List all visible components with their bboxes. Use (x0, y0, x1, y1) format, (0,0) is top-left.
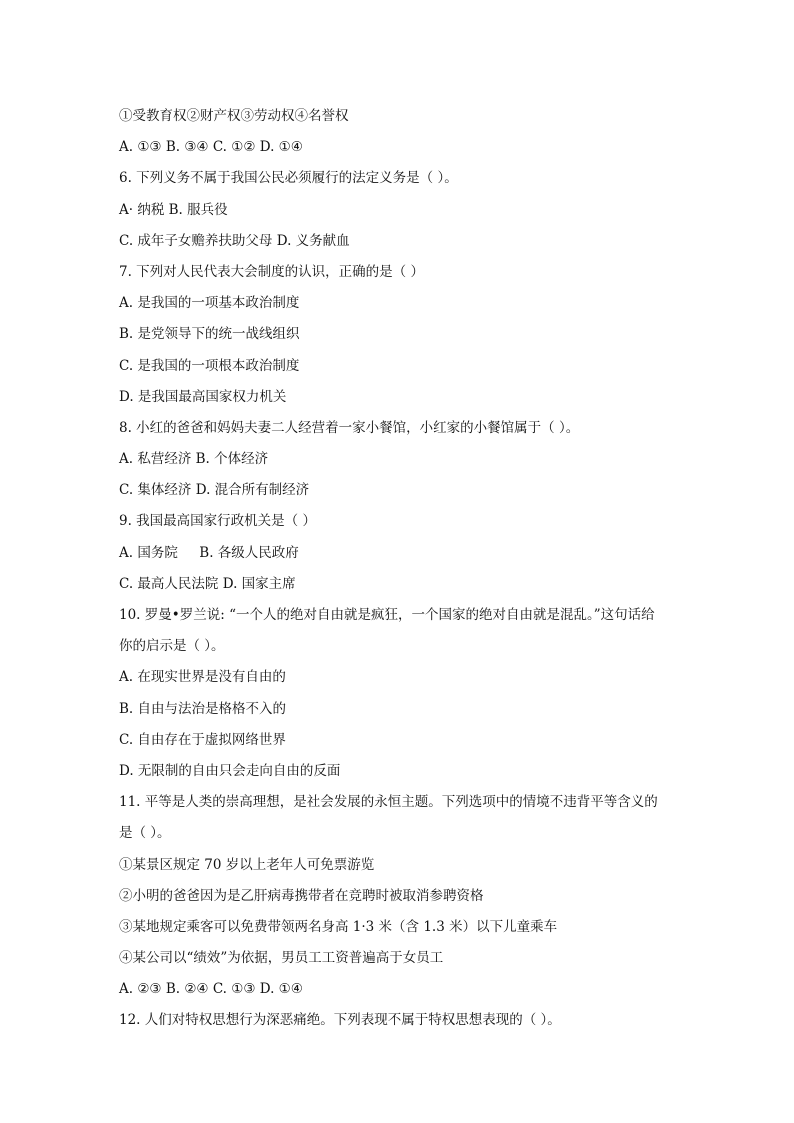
answer-choices-q9-ab: A. 国务院 B. 各级人民政府 (119, 544, 299, 561)
option-list-rights: ①受教育权②财产权③劳动权④名誉权 (119, 108, 349, 124)
answer-choice-q7-c: C. 是我国的一项根本政治制度 (119, 357, 300, 374)
answer-choices-q8-cd: C. 集体经济 D. 混合所有制经济 (119, 482, 310, 499)
answer-choice-q7-d: D. 是我国最高国家权力机关 (119, 388, 287, 405)
question-text-block (119, 101, 679, 1037)
answer-choice-q10-a: A. 在现实世界是没有自由的 (119, 669, 286, 686)
answer-choice-q10-d: D. 无限制的自由只会走向自由的反面 (119, 762, 341, 779)
question-11-line-1: 11. 平等是人类的崇高理想，是社会发展的永恒主题。下列选项中的情境不违背平等含义的 (119, 794, 658, 811)
scenario-3: ③某地规定乘客可以免费带领两名身高 1·3 米（含 1.3 米）以下儿童乘车 (119, 918, 558, 935)
question-12: 12. 人们对特权思想行为深恶痛绝。下列表现不属于特权思想表现的（ ）。 (119, 1012, 561, 1029)
answer-choices-q9-cd: C. 最高人民法院 D. 国家主席 (119, 575, 296, 592)
question-10-line-2: 你的启示是（ ）。 (119, 638, 225, 655)
answer-choices-q11: A. ②③ B. ②④ C. ①③ D. ①④ (119, 981, 303, 998)
answer-choices-q8-ab: A. 私营经济 B. 个体经济 (119, 451, 269, 468)
question-11-line-2: 是（ ）。 (119, 825, 171, 842)
question-8: 8. 小红的爸爸和妈妈夫妻二人经营着一家小餐馆，小红家的小餐馆属于（ ）。 (119, 419, 580, 436)
question-6: 6. 下列义务不属于我国公民必须履行的法定义务是（ ）。 (119, 170, 458, 187)
answer-choice-q10-c: C. 自由存在于虚拟网络世界 (119, 731, 286, 748)
answer-choices-q5: A. ①③ B. ③④ C. ①② D. ①④ (119, 139, 303, 156)
question-9: 9. 我国最高国家行政机关是（ ） (119, 513, 316, 530)
scenario-1: ①某景区规定 70 岁以上老年人可免票游览 (119, 856, 375, 873)
scenario-2: ②小明的爸爸因为是乙肝病毒携带者在竞聘时被取消参聘资格 (119, 887, 484, 904)
answer-choices-q6-ab: A· 纳税 B. 服兵役 (119, 201, 228, 218)
answer-choice-q10-b: B. 自由与法治是格格不入的 (119, 700, 287, 717)
question-10-line-1: 10. 罗曼•罗兰说: “一个人的绝对自由就是疯狂，一个国家的绝对自由就是混乱。”这句话给 (119, 607, 655, 623)
answer-choices-q6-cd: C. 成年子女赡养扶助父母 D. 义务献血 (119, 232, 350, 249)
answer-choice-q7-b: B. 是党领导下的统一战线组织 (119, 326, 300, 343)
scenario-4: ④某公司以“绩效”为依据，男员工工资普遍高于女员工 (119, 950, 444, 967)
question-7: 7. 下列对人民代表大会制度的认识，正确的是（ ） (119, 263, 424, 280)
answer-choice-q7-a: A. 是我国的一项基本政治制度 (119, 295, 300, 312)
